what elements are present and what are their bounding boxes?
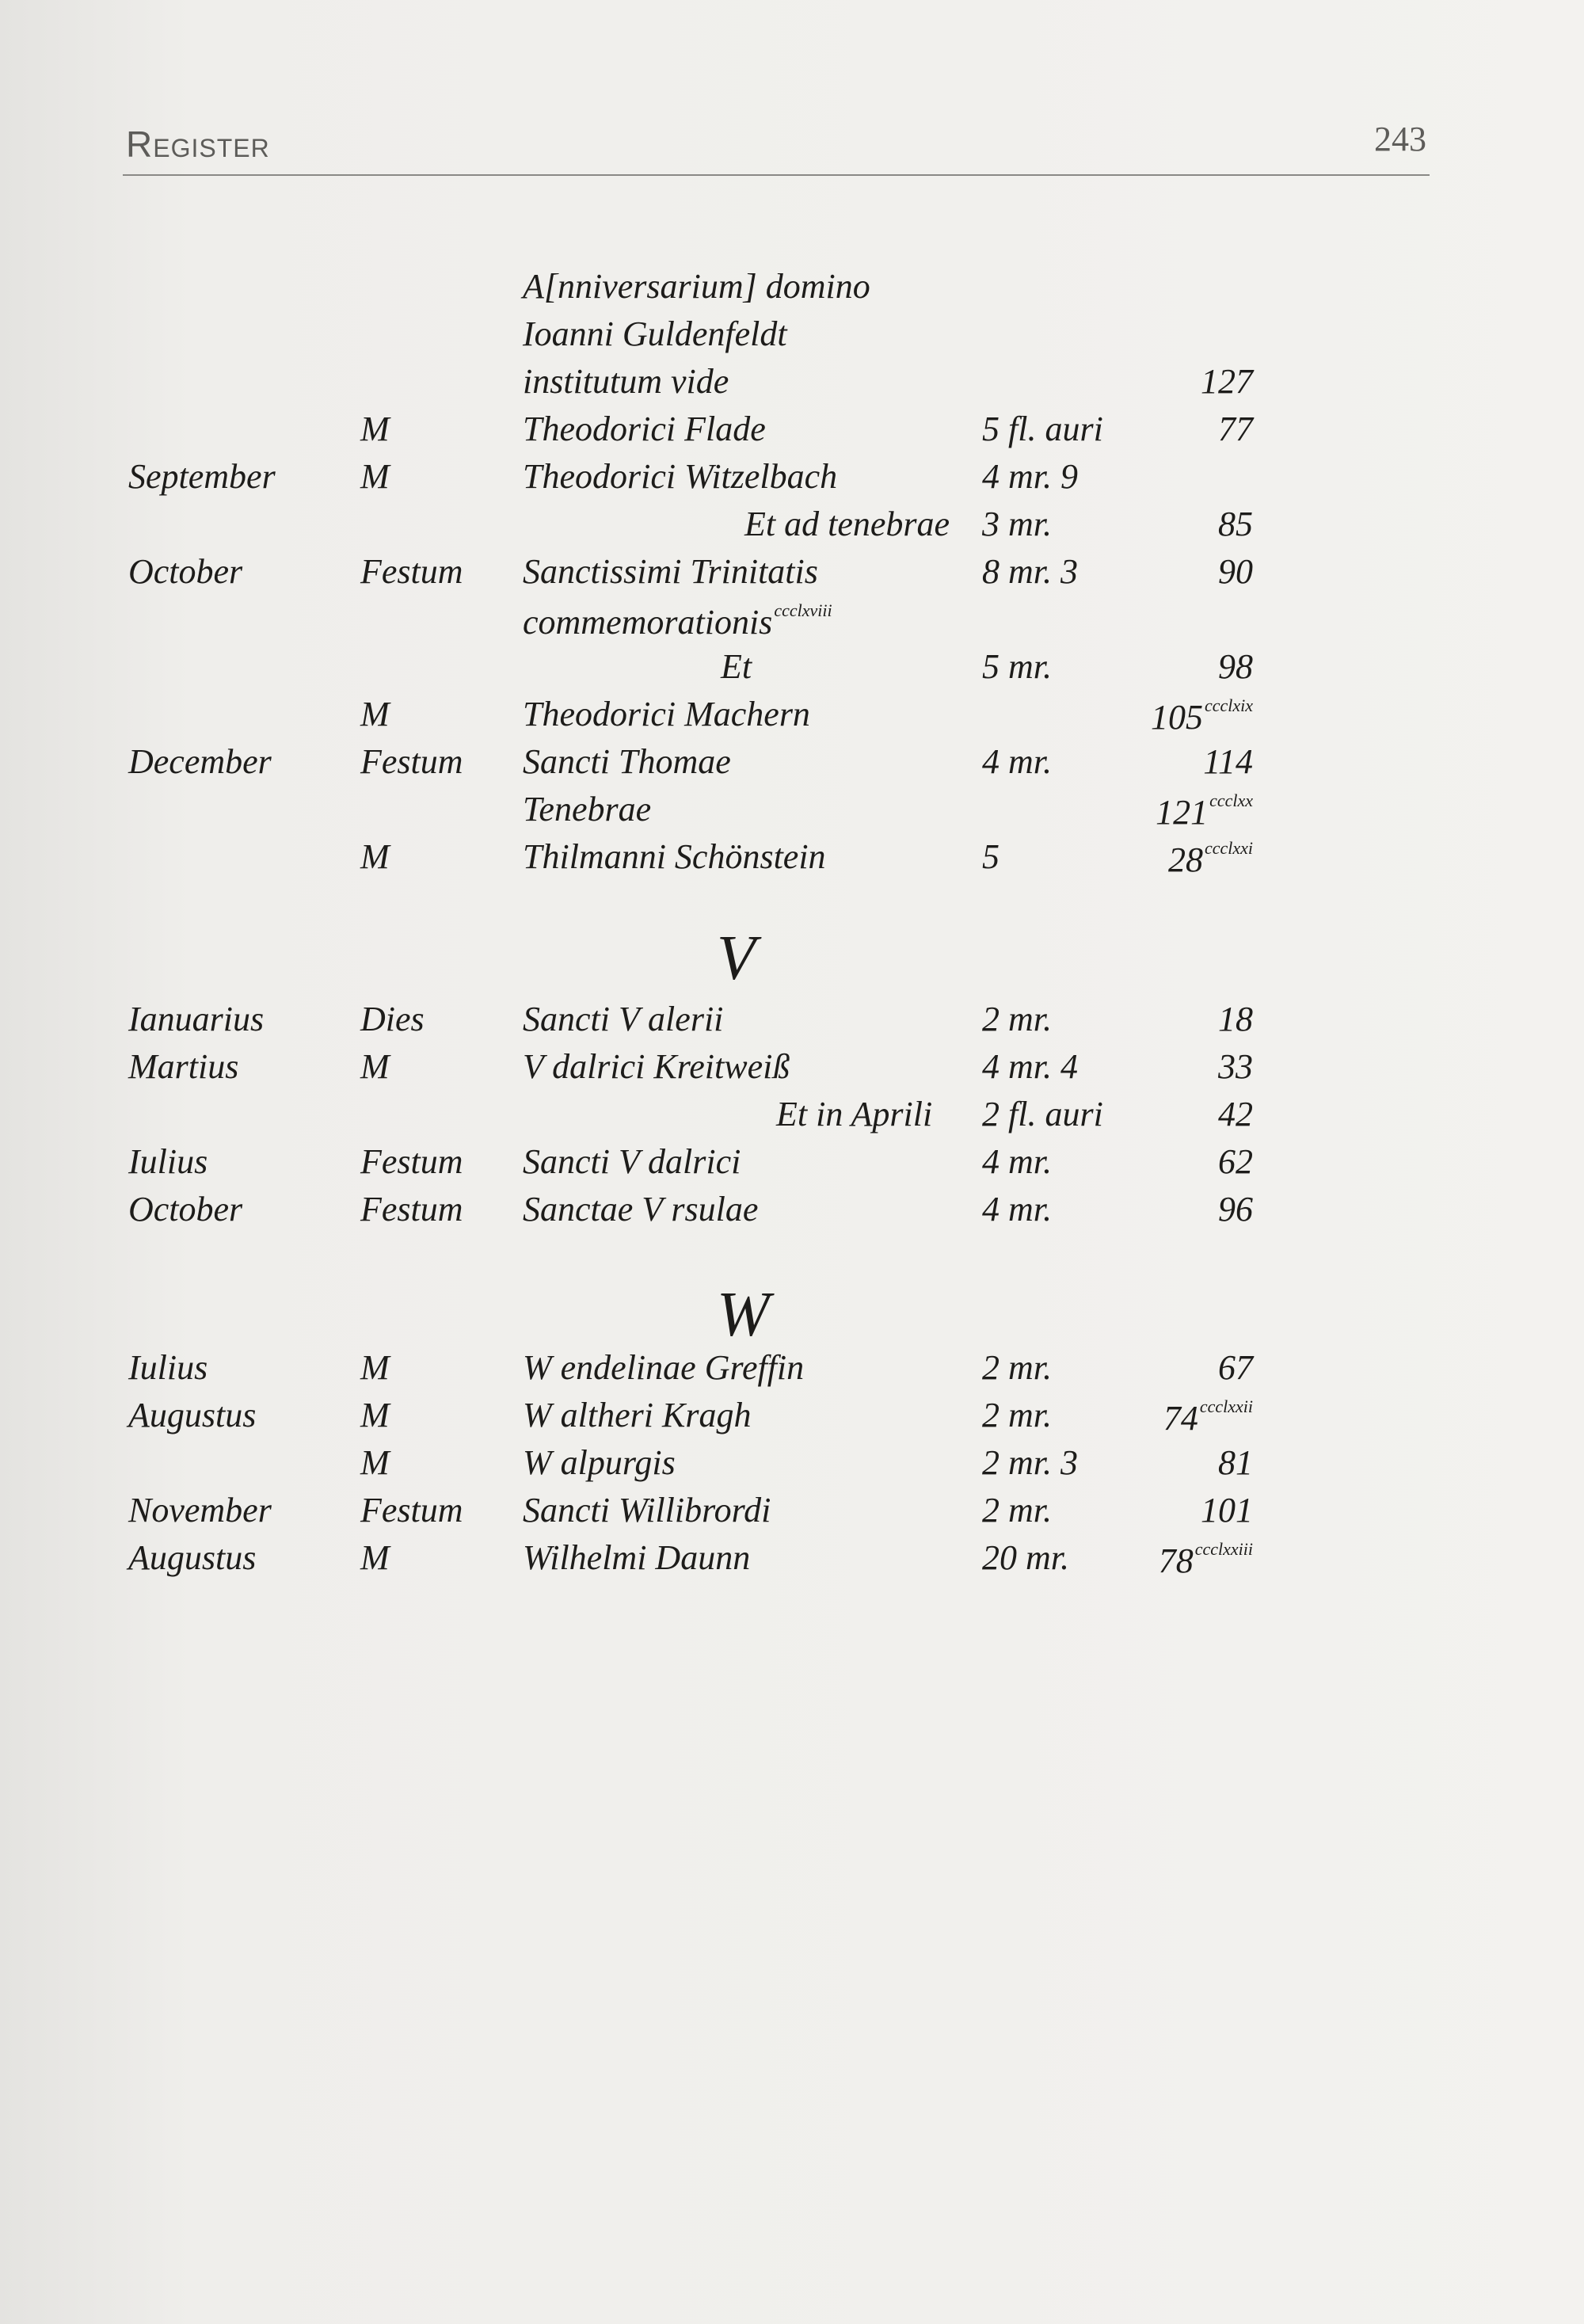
entry-amount bbox=[982, 554, 1078, 589]
entry-number-text: 98 bbox=[1218, 647, 1253, 686]
entry-name bbox=[523, 1002, 723, 1037]
entry-name bbox=[523, 697, 810, 732]
entry-name bbox=[523, 1493, 771, 1528]
entry-number bbox=[1218, 1443, 1253, 1482]
entry-name-text: Sancti Thomae bbox=[523, 742, 731, 781]
entry-number bbox=[1218, 647, 1253, 686]
entry-name bbox=[523, 364, 729, 399]
entry-month bbox=[128, 1398, 256, 1433]
entry-subname-text: Et bbox=[721, 647, 752, 686]
entry-name-text: Sanctae V rsulae bbox=[523, 1190, 759, 1229]
entry-number bbox=[1203, 742, 1253, 781]
entry-month bbox=[128, 1348, 208, 1387]
entry-number bbox=[1159, 1541, 1253, 1579]
entry-amount-text: 5 fl. auri bbox=[982, 410, 1103, 448]
entry-amount bbox=[982, 742, 1053, 781]
entry-number bbox=[1218, 412, 1253, 447]
entry-number-text: 62 bbox=[1218, 1142, 1253, 1181]
entry-number-text: 105 bbox=[1150, 698, 1203, 737]
entry-type-text: Festum bbox=[360, 1190, 463, 1229]
entry-number bbox=[1218, 507, 1253, 542]
entry-number-text: 101 bbox=[1201, 1491, 1253, 1530]
entry-number bbox=[1218, 1348, 1253, 1387]
entry-type-text: M bbox=[360, 1443, 390, 1482]
entry-type-text: M bbox=[360, 457, 390, 496]
entry-amount bbox=[982, 412, 1103, 447]
entry-name-text: Wilhelmi Daunn bbox=[523, 1538, 751, 1577]
entry-type bbox=[360, 837, 390, 876]
entry-number-text: 78 bbox=[1158, 1541, 1194, 1580]
entry-amount-text: 5 bbox=[982, 837, 1000, 876]
entry-number-text: 121 bbox=[1156, 793, 1209, 832]
entry-number bbox=[1218, 1192, 1253, 1227]
entry-amount-text: 8 mr. 3 bbox=[982, 552, 1079, 591]
entry-month-text: Iulius bbox=[128, 1142, 208, 1181]
entry-number-text: 74 bbox=[1163, 1399, 1198, 1438]
footnote-marker: ccclxxi bbox=[1204, 838, 1253, 858]
entry-name-text: Theodorici Machern bbox=[523, 695, 810, 733]
entry-type-text: M bbox=[360, 1396, 390, 1434]
entry-number-text: 18 bbox=[1218, 1000, 1253, 1038]
entry-name-text: Sancti V alerii bbox=[523, 1000, 724, 1038]
entry-subname bbox=[776, 1097, 932, 1132]
entry-name bbox=[523, 837, 826, 876]
entry-amount bbox=[982, 647, 1053, 686]
entry-month bbox=[128, 1538, 257, 1577]
entry-number bbox=[1218, 1002, 1253, 1037]
entry-subname bbox=[744, 507, 950, 542]
entry-type bbox=[360, 1398, 390, 1433]
entry-month bbox=[128, 459, 276, 494]
header-title: Register bbox=[126, 124, 270, 165]
entry-month-text: November bbox=[128, 1491, 272, 1530]
entry-name bbox=[523, 459, 837, 494]
entry-name-text: Theodorici Flade bbox=[523, 410, 766, 448]
entry-month-text: Iulius bbox=[128, 1348, 208, 1387]
entry-number-text: 85 bbox=[1218, 505, 1253, 543]
entry-type-text: Festum bbox=[360, 742, 463, 781]
entry-number-text: 67 bbox=[1218, 1348, 1253, 1387]
entry-name-text: Ioanni Guldenfeldt bbox=[523, 314, 787, 353]
entry-amount-text: 3 mr. bbox=[982, 505, 1053, 543]
entry-name-text: W endelinae Greffin bbox=[523, 1348, 805, 1387]
entry-type-text: Festum bbox=[360, 1142, 463, 1181]
entry-amount bbox=[982, 1398, 1052, 1433]
entry-month-text: October bbox=[128, 1190, 243, 1229]
entry-amount-text: 4 mr. bbox=[982, 1142, 1053, 1181]
entry-number bbox=[1163, 1398, 1253, 1436]
entry-amount-text: 20 mr. bbox=[982, 1538, 1070, 1577]
entry-name bbox=[523, 1348, 805, 1387]
entry-amount-text: 2 mr. bbox=[982, 1000, 1053, 1038]
entry-type-text: Festum bbox=[360, 552, 463, 591]
entry-amount bbox=[982, 1493, 1052, 1528]
entry-amount bbox=[982, 1142, 1053, 1181]
entry-type bbox=[360, 1192, 463, 1227]
footnote-marker: ccclxviii bbox=[774, 600, 832, 620]
entry-number-text: 114 bbox=[1203, 742, 1253, 781]
entry-type-text: M bbox=[360, 1348, 390, 1387]
entry-type bbox=[360, 1538, 390, 1577]
entry-amount-text: 2 mr. bbox=[982, 1348, 1053, 1387]
entry-name bbox=[523, 602, 832, 640]
entry-amount bbox=[982, 1002, 1052, 1037]
entry-name-text: Sancti V dalrici bbox=[523, 1142, 741, 1181]
entry-name bbox=[523, 1192, 758, 1227]
entry-type-text: M bbox=[360, 837, 390, 876]
entry-type bbox=[360, 742, 463, 781]
footnote-marker: ccclxxii bbox=[1199, 1396, 1253, 1416]
entry-name-text: W alpurgis bbox=[523, 1443, 676, 1482]
entry-name bbox=[523, 742, 731, 781]
entry-month-text: Ianuarius bbox=[128, 1000, 265, 1038]
entry-amount bbox=[982, 1192, 1052, 1227]
entry-name bbox=[523, 1047, 790, 1086]
entry-name-text: Sancti Willibrordi bbox=[523, 1491, 771, 1530]
entry-name-text: V dalrici Kreitweiß bbox=[523, 1047, 790, 1086]
entry-amount-text: 2 mr. bbox=[982, 1396, 1053, 1434]
entry-type-text: M bbox=[360, 410, 390, 448]
entry-number bbox=[1168, 840, 1253, 878]
entry-number-text: 81 bbox=[1218, 1443, 1253, 1482]
entry-number bbox=[1201, 364, 1253, 399]
entry-name bbox=[523, 554, 818, 589]
entry-type bbox=[360, 1002, 425, 1037]
entry-number-text: 96 bbox=[1218, 1190, 1253, 1229]
entry-type bbox=[360, 412, 390, 447]
entry-number bbox=[1218, 554, 1253, 589]
entry-amount bbox=[982, 1443, 1079, 1482]
entry-type bbox=[360, 1443, 390, 1482]
entry-name-text: Theodorici Witzelbach bbox=[523, 457, 838, 496]
entry-type-text: M bbox=[360, 1047, 390, 1086]
footnote-marker: ccclxix bbox=[1204, 695, 1253, 715]
entry-month bbox=[128, 1002, 264, 1037]
entry-month bbox=[128, 554, 242, 589]
page-number: 243 bbox=[1374, 120, 1426, 158]
entry-name-text: Tenebrae bbox=[523, 790, 652, 829]
entry-subname bbox=[721, 647, 752, 686]
entry-amount-text: 2 mr. bbox=[982, 1491, 1053, 1530]
entry-amount-text: 5 mr. bbox=[982, 647, 1053, 686]
entry-amount-text: 2 fl. auri bbox=[982, 1095, 1103, 1133]
entry-amount bbox=[982, 507, 1052, 542]
entry-amount bbox=[982, 459, 1078, 494]
entry-name bbox=[523, 314, 787, 353]
entry-amount bbox=[982, 1097, 1103, 1132]
entry-type-text: M bbox=[360, 695, 390, 733]
entry-number bbox=[1218, 1097, 1253, 1132]
entry-subname-text: Et ad tenebrae bbox=[744, 505, 950, 543]
entry-number bbox=[1151, 697, 1253, 735]
entry-month-text: Augustus bbox=[128, 1538, 257, 1577]
entry-amount-text: 4 mr. 9 bbox=[982, 457, 1079, 496]
entry-number-text: 127 bbox=[1201, 362, 1253, 401]
entry-type bbox=[360, 1142, 463, 1181]
entry-month-text: September bbox=[128, 457, 276, 496]
entry-month-text: Martius bbox=[128, 1047, 239, 1086]
entry-name bbox=[523, 1443, 676, 1482]
entry-month bbox=[128, 1192, 242, 1227]
entry-type bbox=[360, 1047, 390, 1086]
entry-amount bbox=[982, 1047, 1079, 1086]
entry-name bbox=[523, 1142, 741, 1181]
entry-name-text: Sanctissimi Trinitatis bbox=[523, 552, 818, 591]
entry-type-text: Dies bbox=[360, 1000, 425, 1038]
entry-amount-text: 4 mr. 4 bbox=[982, 1047, 1079, 1086]
entry-name bbox=[523, 1398, 751, 1433]
entry-amount-text: 4 mr. bbox=[982, 742, 1053, 781]
entry-number-text: 33 bbox=[1218, 1047, 1253, 1086]
entry-amount bbox=[982, 1538, 1070, 1577]
entry-month bbox=[128, 1493, 272, 1528]
section-letter: V bbox=[717, 924, 756, 993]
entry-type bbox=[360, 554, 463, 589]
entry-month bbox=[128, 742, 272, 781]
entry-name-text: commemorationis bbox=[523, 603, 773, 642]
entry-type bbox=[360, 697, 390, 732]
entry-name-text: Thilmanni Schönstein bbox=[523, 837, 826, 876]
entry-number bbox=[1218, 1047, 1253, 1086]
entry-number-text: 42 bbox=[1218, 1095, 1253, 1133]
entry-number bbox=[1218, 1142, 1253, 1181]
entry-type bbox=[360, 1493, 463, 1528]
section-letter: W bbox=[717, 1280, 770, 1350]
entry-number-text: 90 bbox=[1218, 552, 1253, 591]
entry-name-text: institutum vide bbox=[523, 362, 729, 401]
entry-type bbox=[360, 1348, 390, 1387]
entry-amount bbox=[982, 1348, 1053, 1387]
entry-amount-text: 2 mr. 3 bbox=[982, 1443, 1079, 1482]
footnote-marker: ccclxx bbox=[1209, 791, 1253, 810]
entry-number-text: 77 bbox=[1218, 410, 1253, 448]
footnote-marker: ccclxxiii bbox=[1194, 1539, 1253, 1559]
entry-number bbox=[1201, 1493, 1253, 1528]
entry-name-text: W altheri Kragh bbox=[523, 1396, 752, 1434]
entry-amount bbox=[982, 837, 1000, 876]
entry-name-text: A[nniversarium] domino bbox=[523, 267, 870, 306]
entry-month bbox=[128, 1047, 239, 1086]
entry-month-text: Augustus bbox=[128, 1396, 257, 1434]
entry-month-text: October bbox=[128, 552, 243, 591]
entry-subname-text: Et in Aprili bbox=[776, 1095, 933, 1133]
entry-type bbox=[360, 459, 390, 494]
entry-type-text: Festum bbox=[360, 1491, 463, 1530]
entry-number-text: 28 bbox=[1167, 840, 1203, 879]
entry-name bbox=[523, 412, 766, 447]
entry-name bbox=[523, 792, 651, 827]
entry-amount-text: 4 mr. bbox=[982, 1190, 1053, 1229]
entry-month bbox=[128, 1142, 208, 1181]
entry-number bbox=[1156, 792, 1253, 830]
entry-month-text: December bbox=[128, 742, 272, 781]
entry-type-text: M bbox=[360, 1538, 390, 1577]
entry-name bbox=[523, 1538, 751, 1577]
entry-name bbox=[523, 269, 870, 304]
